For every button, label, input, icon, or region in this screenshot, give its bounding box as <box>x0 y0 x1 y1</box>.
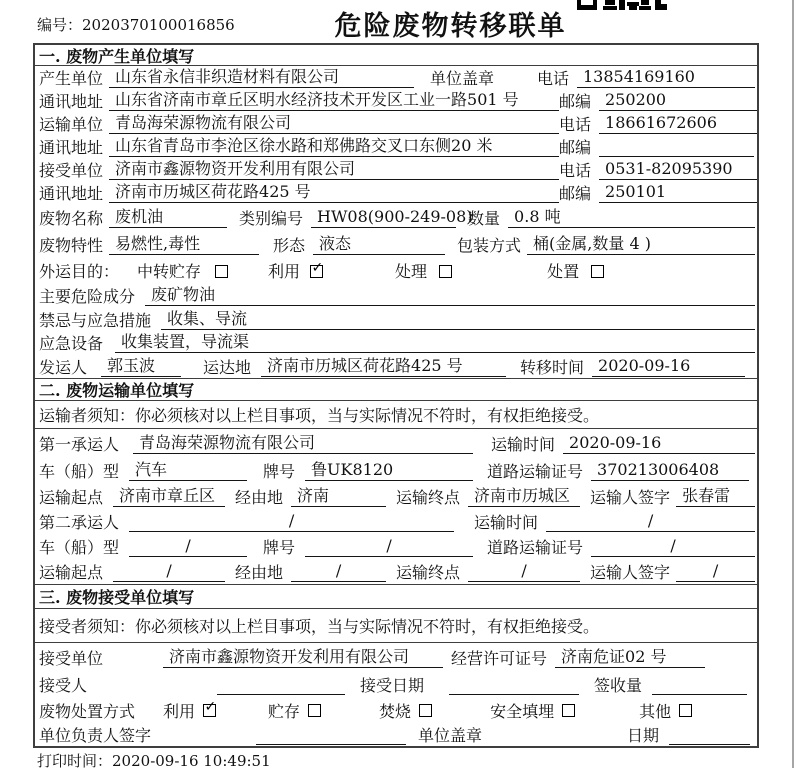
qr-code-icon <box>577 0 667 10</box>
field-label: 单位负责人签字 <box>39 725 152 745</box>
field-label: 经由地 <box>235 563 284 582</box>
field-value: 山东省青岛市李沧区徐水路和郑佛路交叉口东侧20 米 <box>109 136 559 157</box>
field-label: 数量 <box>468 209 501 228</box>
form-row <box>35 429 757 457</box>
field-label: 处置 <box>547 262 580 281</box>
field-value: 济南市章丘区 <box>113 486 225 507</box>
field-value: 2020-09-16 <box>563 433 755 454</box>
checkbox-unchecked <box>562 704 575 717</box>
field-label: 电话 <box>559 161 592 180</box>
field-value <box>256 724 406 745</box>
field-label: 道路运输证号 <box>487 462 584 481</box>
field-value: 易燃性,毒性 <box>109 234 259 255</box>
field-value: / <box>591 536 755 557</box>
field-value: 收集、导流 <box>161 309 755 330</box>
field-value: 2020-09-16 <box>592 356 745 377</box>
field-label: 中转贮存 <box>137 262 202 281</box>
field-label: 转移时间 <box>520 357 585 377</box>
field-value: 废机油 <box>109 207 227 228</box>
field-label: 运输人签字 <box>590 563 671 582</box>
section-header <box>35 45 757 66</box>
field-label: 第一承运人 <box>39 434 120 454</box>
section-header <box>35 584 757 609</box>
section-title: 一. 废物产生单位填写 <box>39 46 195 66</box>
form-row <box>35 283 757 307</box>
field-label: 运输终点 <box>396 563 461 582</box>
section-title: 三. 废物接受单位填写 <box>39 588 195 607</box>
field-value: 250101 <box>599 182 757 203</box>
form-row <box>35 112 757 135</box>
field-value: 济南 <box>291 486 386 507</box>
field-label: 道路运输证号 <box>487 538 584 557</box>
serial-value: 2020370100016856 <box>82 16 235 34</box>
form-row <box>35 89 757 112</box>
field-label: 安全填埋 <box>490 701 555 721</box>
field-label: 废物名称 <box>39 209 104 228</box>
check-mark-icon: ✓ <box>204 699 217 715</box>
checkbox-unchecked <box>591 265 604 278</box>
field-label: 接受单位 <box>39 648 104 668</box>
form-row <box>35 66 757 89</box>
form-row <box>35 331 757 354</box>
form-row <box>35 204 757 231</box>
form-row <box>35 258 757 283</box>
field-value <box>652 674 747 695</box>
field-label: 车（船）型 <box>39 538 120 557</box>
field-value: 青岛海荣源物流有限公司 <box>133 433 473 454</box>
field-value: / <box>468 561 580 582</box>
field-label: 运达地 <box>203 357 252 377</box>
checkbox-checked <box>203 699 217 717</box>
field-label: 接受日期 <box>360 676 425 695</box>
field-label: 单位盖章 <box>418 725 483 745</box>
field-label: 车（船）型 <box>39 462 120 481</box>
field-value <box>599 136 754 157</box>
field-value: 13854169160 <box>577 67 755 88</box>
field-label: 经由地 <box>235 488 284 507</box>
print-time-value: 2020-09-16 10:49:51 <box>112 752 271 768</box>
field-value: / <box>546 511 755 532</box>
field-label: 应急设备 <box>39 334 104 353</box>
field-label: 邮编 <box>559 138 592 157</box>
field-value: / <box>291 561 386 582</box>
field-label: 接受单位 <box>39 161 104 180</box>
field-label: 电话 <box>559 115 592 134</box>
field-label: 运输时间 <box>491 434 556 454</box>
form-row <box>35 534 757 559</box>
field-value <box>449 674 579 695</box>
notice-text: 运输者须知：你必须核对以上栏目事项，当与实际情况不符时，有权拒绝接受。 <box>39 406 600 425</box>
form-row <box>35 698 757 722</box>
field-label: 通讯地址 <box>39 138 104 157</box>
field-label: 禁忌与应急措施 <box>39 310 152 330</box>
checkbox-unchecked <box>215 265 228 278</box>
field-label: 利用 <box>268 262 301 281</box>
field-value: / <box>305 536 473 557</box>
field-value: 郭玉波 <box>101 356 181 377</box>
field-value: 0.8 吨 <box>508 207 755 228</box>
field-label: 废物处置方式 <box>39 701 136 721</box>
field-value: 液态 <box>313 234 445 255</box>
field-value: 废矿物油 <box>145 285 755 306</box>
form-row <box>35 643 757 671</box>
field-label: 运输单位 <box>39 115 104 134</box>
field-value: 汽车 <box>129 460 247 481</box>
field-label: 运输终点 <box>396 488 461 507</box>
field-value: 370213006408 <box>591 460 749 481</box>
form-row <box>35 181 757 204</box>
page-edge-line <box>792 0 794 768</box>
field-value: 济南市鑫源物资开发利用有限公司 <box>163 647 443 668</box>
field-value: 桶(金属,数量 4 ) <box>527 234 755 255</box>
form-row <box>35 158 757 181</box>
field-label: 邮编 <box>559 184 592 203</box>
field-value: 250200 <box>599 90 757 111</box>
field-value: 山东省济南市章丘区明水经济技术开发区工业一路501 号 <box>109 90 559 111</box>
checkbox-unchecked <box>419 704 432 717</box>
form-row <box>35 231 757 258</box>
form-row <box>35 135 757 158</box>
field-value: HW08(900-249-08) <box>311 207 456 228</box>
field-value: 18661672606 <box>599 113 757 134</box>
field-value: 济南市历城区荷花路425 号 <box>109 182 559 203</box>
serial-label: 编号： <box>37 16 83 34</box>
field-label: 主要危险成分 <box>39 286 136 306</box>
section-header <box>35 378 757 401</box>
checkbox-unchecked <box>439 265 452 278</box>
field-label: 运输起点 <box>39 563 104 582</box>
form-row <box>35 354 757 378</box>
field-label: 发运人 <box>39 357 88 377</box>
field-value: 济南市鑫源物资开发利用有限公司 <box>109 159 559 180</box>
field-label: 邮编 <box>559 92 592 111</box>
field-label: 包装方式 <box>457 236 522 255</box>
field-value: 鲁UK8120 <box>305 460 473 481</box>
check-mark-icon: ✓ <box>311 259 324 276</box>
section-title: 二. 废物运输单位填写 <box>39 381 195 400</box>
page-title: 危险废物转移联单 <box>334 11 567 42</box>
field-value <box>217 674 345 695</box>
field-value: 济南市历城区 <box>468 486 580 507</box>
form-row <box>35 722 757 746</box>
checkbox-unchecked <box>308 704 321 717</box>
field-label: 其他 <box>639 701 672 721</box>
field-label: 处理 <box>395 262 428 281</box>
field-label: 形态 <box>273 236 306 255</box>
form-row <box>35 307 757 331</box>
print-time <box>37 750 271 768</box>
field-label: 产生单位 <box>39 69 104 88</box>
notice-row <box>35 609 757 643</box>
field-label: 第二承运人 <box>39 513 120 532</box>
print-time-label: 打印时间： <box>37 752 113 768</box>
field-value: / <box>129 511 454 532</box>
field-value: 青岛海荣源物流有限公司 <box>109 113 559 134</box>
form-row <box>35 457 757 484</box>
field-value: / <box>129 536 247 557</box>
form-row <box>35 671 757 698</box>
field-label: 经营许可证号 <box>451 648 548 668</box>
field-label: 利用 <box>163 701 196 721</box>
field-label: 废物特性 <box>39 236 104 255</box>
notice-row <box>35 401 757 429</box>
field-value: 张春雷 <box>676 486 755 507</box>
form-row <box>35 509 757 534</box>
field-label: 通讯地址 <box>39 92 104 111</box>
checkbox-unchecked <box>679 704 692 717</box>
checkbox-checked <box>310 259 324 278</box>
field-label: 牌号 <box>263 538 296 557</box>
field-value: 0531-82095390 <box>599 159 757 180</box>
notice-text: 接受者须知：你必须核对以上栏目事项，当与实际情况不符时，有权拒绝接受。 <box>39 617 600 636</box>
field-label: 单位盖章 <box>430 69 495 88</box>
field-label: 运输人签字 <box>590 488 671 507</box>
field-value: 收集装置，导流渠 <box>115 332 755 353</box>
form-row <box>35 484 757 509</box>
field-value: / <box>676 561 755 582</box>
field-value: 山东省永信非织造材料有限公司 <box>109 67 414 88</box>
field-label: 签收量 <box>594 676 643 695</box>
manifest-form <box>33 43 759 748</box>
field-value <box>669 724 750 745</box>
field-label: 日期 <box>627 725 660 745</box>
field-label: 运输时间 <box>474 513 539 532</box>
field-value: / <box>113 561 225 582</box>
field-label: 通讯地址 <box>39 184 104 203</box>
form-row <box>35 559 757 584</box>
field-value: 济南市历城区荷花路425 号 <box>261 356 506 377</box>
field-label: 焚烧 <box>379 701 412 721</box>
field-label: 运输起点 <box>39 488 104 507</box>
field-label: 电话 <box>536 69 569 88</box>
field-label: 贮存 <box>268 701 301 721</box>
field-label: 外运目的： <box>39 262 120 281</box>
field-label: 类别编号 <box>239 209 304 228</box>
field-value: 济南危证02 号 <box>555 647 705 668</box>
field-label: 牌号 <box>263 462 296 481</box>
field-label: 接受人 <box>39 676 88 695</box>
